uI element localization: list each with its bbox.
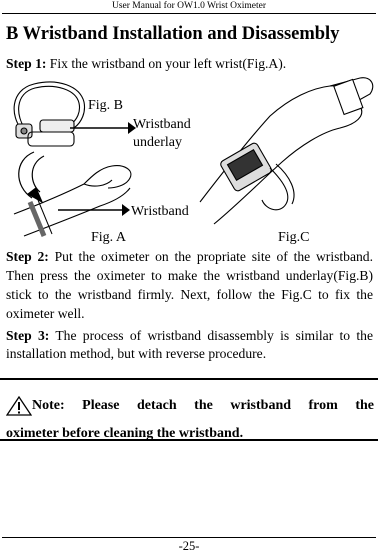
header-rule (2, 13, 376, 14)
fig-b-label: Fig. B (88, 98, 124, 113)
page-number: -25- (178, 539, 200, 553)
wristband-label: Wristband (131, 204, 189, 219)
wristband-underlay-illustration (14, 82, 84, 146)
step-1 (6, 54, 286, 73)
underlay-label-line1: Wristband (133, 117, 191, 132)
step-1-label: Step 1: (6, 56, 47, 71)
step-3-label: Step 3: (6, 328, 50, 343)
note-rule-bottom (0, 439, 378, 441)
note-word-4: the (194, 398, 213, 413)
note-word-1: Note: (6, 392, 65, 420)
note-word-2: Please (82, 398, 120, 413)
step-3 (6, 327, 373, 363)
fig-a-label: Fig. A (91, 230, 127, 245)
installation-figures (0, 76, 378, 246)
note-word-7: the (355, 398, 374, 413)
underlay-label-line2: underlay (133, 135, 182, 150)
step-2 (6, 247, 373, 323)
wrist-illustration-c (200, 78, 373, 224)
step-1-text: Fix the wristband on your left wrist(Fig.A). (46, 56, 287, 71)
footer-rule (2, 537, 376, 538)
note-word-6: from (308, 398, 338, 413)
note-word-5: wristband (230, 398, 292, 413)
note-line-1 (6, 392, 374, 420)
warning-icon (6, 396, 32, 416)
section-title: B Wristband Installation and Disassembly (6, 24, 340, 44)
step-2-label: Step 2: (6, 249, 49, 264)
note-line-2: oximeter before cleaning the wristband. (6, 426, 244, 441)
fig-c-label: Fig.C (278, 230, 310, 245)
rotate-arrow-icon (19, 152, 44, 202)
wrist-illustration-a (14, 166, 131, 236)
wristband-arrowhead (122, 204, 130, 216)
step-3-text: The process of wristband disassembly is similar to the installation method, but with reverse procedure. (6, 328, 374, 361)
note-rule-top (0, 378, 378, 380)
note-word-3: detach (136, 398, 177, 413)
running-header: User Manual for OW1.0 Wrist Oximeter (111, 1, 267, 11)
step-2-text: Put the oximeter on the propriate site of the wristband. Then press the oximeter to make the wristband underlay(Fig.B) stick to the wristband firmly. Next, follow the Fig.C to fix the oximeter well. (6, 249, 373, 321)
